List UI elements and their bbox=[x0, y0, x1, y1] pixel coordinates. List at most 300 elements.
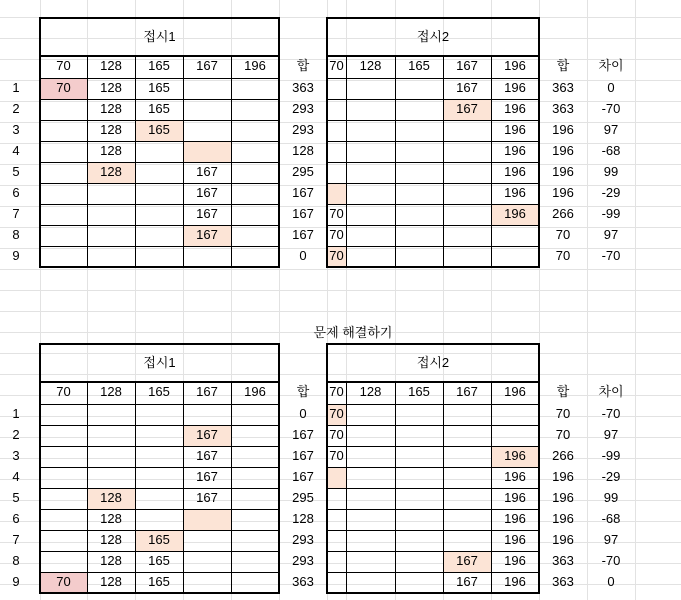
cell-border bbox=[327, 246, 539, 247]
plate-column-header: 165 bbox=[408, 384, 430, 399]
plate-cell[interactable] bbox=[40, 530, 87, 550]
plate-cell[interactable] bbox=[231, 404, 279, 424]
plate-cell[interactable] bbox=[346, 509, 395, 529]
diff-cell[interactable]: 0 bbox=[607, 80, 615, 95]
plate-cell[interactable] bbox=[183, 572, 231, 592]
plate-cell[interactable] bbox=[40, 183, 87, 203]
plate-cell[interactable]: 128 bbox=[100, 164, 122, 179]
plate-cell[interactable] bbox=[231, 120, 279, 140]
sum-cell[interactable]: 167 bbox=[292, 227, 314, 242]
plate-cell[interactable]: 70 bbox=[329, 227, 344, 242]
table-border bbox=[326, 343, 328, 594]
plate-cell[interactable] bbox=[135, 509, 183, 529]
plate-cell[interactable] bbox=[395, 467, 443, 487]
plate-column-header: 128 bbox=[100, 58, 122, 73]
plate-column-header: 196 bbox=[244, 58, 266, 73]
plate-cell[interactable] bbox=[40, 551, 87, 571]
plate-cell[interactable] bbox=[183, 551, 231, 571]
cell-border bbox=[40, 141, 279, 142]
plate-cell[interactable] bbox=[135, 225, 183, 245]
plate-cell[interactable]: 128 bbox=[100, 553, 122, 568]
plate-cell[interactable] bbox=[231, 530, 279, 550]
plate-cell[interactable] bbox=[40, 509, 87, 529]
plate-cell[interactable] bbox=[40, 99, 87, 119]
plate-cell[interactable]: 128 bbox=[100, 122, 122, 137]
plate-cell[interactable] bbox=[346, 204, 395, 224]
plate-cell[interactable]: 128 bbox=[100, 101, 122, 116]
diff-cell[interactable]: -68 bbox=[601, 143, 621, 158]
plate-cell[interactable] bbox=[346, 425, 395, 445]
cell-border bbox=[40, 572, 279, 573]
plate-cell[interactable]: 167 bbox=[196, 164, 218, 179]
plate-cell[interactable] bbox=[346, 246, 395, 266]
plate-cell[interactable] bbox=[231, 225, 279, 245]
plate-cell[interactable] bbox=[135, 141, 183, 161]
plate-cell[interactable]: 196 bbox=[504, 143, 526, 158]
plate-cell[interactable] bbox=[395, 488, 443, 508]
plate-cell[interactable] bbox=[346, 120, 395, 140]
plate-column-header: 165 bbox=[148, 58, 170, 73]
table-border bbox=[39, 17, 280, 19]
plate-cell[interactable] bbox=[231, 183, 279, 203]
plate-cell[interactable]: 167 bbox=[196, 469, 218, 484]
plate-cell[interactable]: 70 bbox=[329, 406, 344, 421]
sum-cell[interactable]: 363 bbox=[292, 574, 314, 589]
plate-cell[interactable]: 167 bbox=[196, 185, 218, 200]
plate-cell[interactable] bbox=[231, 572, 279, 592]
plate-cell[interactable]: 128 bbox=[100, 532, 122, 547]
sum-cell[interactable]: 196 bbox=[552, 511, 574, 526]
plate-cell[interactable]: 128 bbox=[100, 143, 122, 158]
diff-cell[interactable]: -29 bbox=[601, 185, 621, 200]
cell-border bbox=[40, 404, 279, 405]
plate-cell[interactable] bbox=[327, 551, 346, 571]
plate-cell[interactable] bbox=[327, 183, 346, 203]
plate-cell[interactable] bbox=[395, 425, 443, 445]
sum-header: 합 bbox=[556, 384, 570, 399]
plate-cell[interactable] bbox=[87, 183, 135, 203]
cell-border bbox=[327, 488, 539, 489]
plate-column-header: 167 bbox=[456, 384, 478, 399]
plate-cell[interactable] bbox=[135, 404, 183, 424]
plate-cell[interactable] bbox=[231, 551, 279, 571]
row-number: 8 bbox=[12, 227, 20, 242]
plate-cell[interactable] bbox=[443, 162, 491, 182]
plate-cell[interactable] bbox=[346, 78, 395, 98]
cell-border bbox=[40, 425, 279, 426]
row-number: 7 bbox=[12, 532, 20, 547]
plate-cell[interactable] bbox=[443, 530, 491, 550]
plate-cell[interactable] bbox=[87, 446, 135, 466]
diff-cell[interactable]: 0 bbox=[607, 574, 615, 589]
plate-cell[interactable] bbox=[231, 162, 279, 182]
sum-cell[interactable]: 196 bbox=[552, 532, 574, 547]
diff-cell[interactable]: 99 bbox=[603, 164, 619, 179]
sum-cell[interactable]: 295 bbox=[292, 490, 314, 505]
plate-cell[interactable] bbox=[40, 120, 87, 140]
table-border bbox=[39, 343, 280, 345]
plate-title: 접시2 bbox=[416, 29, 450, 44]
plate-cell[interactable] bbox=[183, 530, 231, 550]
plate-cell[interactable] bbox=[395, 162, 443, 182]
plate-cell[interactable]: 128 bbox=[100, 80, 122, 95]
plate-cell[interactable]: 165 bbox=[148, 532, 170, 547]
plate-cell[interactable] bbox=[346, 467, 395, 487]
sum-cell[interactable]: 70 bbox=[555, 406, 571, 421]
sum-cell[interactable]: 363 bbox=[552, 553, 574, 568]
plate-cell[interactable] bbox=[395, 572, 443, 592]
plate-cell[interactable] bbox=[183, 120, 231, 140]
diff-cell[interactable]: -70 bbox=[601, 101, 621, 116]
sum-cell[interactable]: 196 bbox=[552, 122, 574, 137]
sum-cell[interactable]: 266 bbox=[552, 448, 574, 463]
row-number: 2 bbox=[12, 101, 20, 116]
diff-cell[interactable]: -70 bbox=[601, 406, 621, 421]
cell-border bbox=[40, 509, 279, 510]
sum-cell[interactable]: 167 bbox=[292, 469, 314, 484]
plate-cell[interactable] bbox=[327, 488, 346, 508]
plate-cell[interactable]: 128 bbox=[100, 490, 122, 505]
plate-cell[interactable] bbox=[183, 78, 231, 98]
plate-cell[interactable] bbox=[231, 488, 279, 508]
cell-border bbox=[40, 246, 279, 247]
cell-border bbox=[327, 99, 539, 100]
plate-cell[interactable] bbox=[40, 467, 87, 487]
diff-header: 차이 bbox=[598, 58, 624, 73]
diff-cell[interactable]: -68 bbox=[601, 511, 621, 526]
cell-border bbox=[40, 120, 279, 121]
plate-cell[interactable] bbox=[40, 246, 87, 266]
cell-border bbox=[40, 99, 279, 100]
cell-border bbox=[327, 120, 539, 121]
plate-cell[interactable]: 196 bbox=[504, 574, 526, 589]
cell-border bbox=[40, 78, 279, 79]
table-border bbox=[39, 381, 280, 383]
plate-cell[interactable]: 167 bbox=[196, 427, 218, 442]
sum-cell[interactable]: 363 bbox=[552, 101, 574, 116]
plate-cell[interactable]: 70 bbox=[56, 80, 71, 95]
plate-cell[interactable]: 167 bbox=[196, 448, 218, 463]
row-number: 5 bbox=[12, 164, 20, 179]
sum-cell[interactable]: 128 bbox=[292, 143, 314, 158]
plate-cell[interactable] bbox=[183, 99, 231, 119]
sum-cell[interactable]: 293 bbox=[292, 532, 314, 547]
sum-cell[interactable]: 293 bbox=[292, 553, 314, 568]
plate-cell[interactable] bbox=[327, 78, 346, 98]
plate-cell[interactable] bbox=[327, 530, 346, 550]
table-border bbox=[39, 592, 280, 594]
plate-cell[interactable]: 70 bbox=[329, 448, 344, 463]
plate-cell[interactable]: 196 bbox=[504, 122, 526, 137]
row-number: 6 bbox=[12, 185, 20, 200]
plate-cell[interactable]: 70 bbox=[329, 427, 344, 442]
sum-cell[interactable]: 167 bbox=[292, 185, 314, 200]
plate-cell[interactable] bbox=[395, 446, 443, 466]
section-title: 문제 해결하기 bbox=[313, 325, 393, 340]
plate-cell[interactable]: 70 bbox=[329, 206, 344, 221]
plate-cell[interactable] bbox=[87, 204, 135, 224]
plate-cell[interactable]: 167 bbox=[196, 227, 218, 242]
plate-cell[interactable] bbox=[231, 446, 279, 466]
plate-cell[interactable] bbox=[135, 425, 183, 445]
plate-cell[interactable] bbox=[231, 99, 279, 119]
plate-cell[interactable] bbox=[491, 425, 539, 445]
row-number: 9 bbox=[12, 574, 20, 589]
plate-cell[interactable] bbox=[327, 141, 346, 161]
plate-cell[interactable] bbox=[135, 488, 183, 508]
sum-cell[interactable]: 167 bbox=[292, 448, 314, 463]
plate-cell[interactable] bbox=[327, 120, 346, 140]
plate-cell[interactable]: 165 bbox=[148, 80, 170, 95]
plate-cell[interactable]: 196 bbox=[504, 469, 526, 484]
plate-cell[interactable] bbox=[395, 78, 443, 98]
section-title bbox=[183, 0, 523, 11]
sum-cell[interactable]: 293 bbox=[292, 122, 314, 137]
plate-cell[interactable] bbox=[87, 467, 135, 487]
plate-cell[interactable] bbox=[327, 467, 346, 487]
plate-cell[interactable] bbox=[87, 425, 135, 445]
plate-cell[interactable] bbox=[87, 404, 135, 424]
table-border bbox=[326, 266, 540, 268]
plate-cell[interactable]: 196 bbox=[504, 101, 526, 116]
plate-cell[interactable] bbox=[135, 446, 183, 466]
cell-border bbox=[40, 225, 279, 226]
plate-cell[interactable] bbox=[395, 530, 443, 550]
plate-column-header: 70 bbox=[329, 384, 344, 399]
plate-column-header: 128 bbox=[359, 384, 382, 399]
plate-cell[interactable] bbox=[231, 204, 279, 224]
sum-cell[interactable]: 363 bbox=[292, 80, 314, 95]
sum-cell[interactable]: 295 bbox=[292, 164, 314, 179]
diff-cell[interactable]: 97 bbox=[603, 532, 619, 547]
sum-cell[interactable]: 0 bbox=[299, 406, 307, 421]
sum-cell[interactable]: 0 bbox=[299, 248, 307, 263]
plate-cell[interactable] bbox=[87, 246, 135, 266]
sum-cell[interactable]: 196 bbox=[552, 490, 574, 505]
plate-cell[interactable] bbox=[135, 183, 183, 203]
plate-cell[interactable] bbox=[346, 225, 395, 245]
plate-cell[interactable] bbox=[40, 204, 87, 224]
plate-cell[interactable]: 167 bbox=[456, 553, 478, 568]
plate-column-header: 196 bbox=[504, 58, 526, 73]
plate-cell[interactable] bbox=[231, 78, 279, 98]
table-border bbox=[326, 17, 328, 268]
plate-title: 접시2 bbox=[416, 355, 450, 370]
plate-cell[interactable] bbox=[231, 141, 279, 161]
plate-cell[interactable] bbox=[327, 99, 346, 119]
diff-cell[interactable]: -29 bbox=[601, 469, 621, 484]
plate-cell[interactable] bbox=[395, 183, 443, 203]
table-border bbox=[326, 381, 540, 383]
row-number: 3 bbox=[12, 448, 20, 463]
plate-cell[interactable]: 128 bbox=[100, 574, 122, 589]
diff-cell[interactable]: 97 bbox=[603, 227, 619, 242]
plate-cell[interactable] bbox=[40, 404, 87, 424]
plate-cell[interactable]: 196 bbox=[504, 511, 526, 526]
sum-cell[interactable]: 128 bbox=[292, 511, 314, 526]
plate-cell[interactable] bbox=[346, 530, 395, 550]
cell-border bbox=[327, 141, 539, 142]
row-number: 7 bbox=[12, 206, 20, 221]
plate-cell[interactable] bbox=[443, 425, 491, 445]
plate-cell[interactable]: 167 bbox=[456, 101, 478, 116]
cell-border bbox=[40, 467, 279, 468]
plate-cell[interactable] bbox=[231, 425, 279, 445]
plate-cell[interactable] bbox=[346, 99, 395, 119]
row-number: 4 bbox=[12, 143, 20, 158]
cell-border bbox=[327, 204, 539, 205]
plate-column-header: 165 bbox=[148, 384, 170, 399]
plate-cell[interactable]: 167 bbox=[196, 490, 218, 505]
cell-border bbox=[327, 572, 539, 573]
plate-cell[interactable] bbox=[327, 572, 346, 592]
plate-column-header: 196 bbox=[244, 384, 266, 399]
plate-column-header: 128 bbox=[100, 384, 122, 399]
diff-cell[interactable]: 97 bbox=[603, 427, 619, 442]
plate-cell[interactable] bbox=[183, 141, 231, 161]
plate-cell[interactable]: 70 bbox=[56, 574, 71, 589]
plate-cell[interactable]: 196 bbox=[504, 532, 526, 547]
row-number: 5 bbox=[12, 490, 20, 505]
plate-cell[interactable] bbox=[346, 183, 395, 203]
plate-cell[interactable]: 196 bbox=[504, 206, 526, 221]
sum-cell[interactable]: 167 bbox=[292, 427, 314, 442]
plate-cell[interactable] bbox=[346, 551, 395, 571]
plate-cell[interactable] bbox=[395, 120, 443, 140]
plate-cell[interactable]: 196 bbox=[504, 553, 526, 568]
cell-border bbox=[327, 425, 539, 426]
plate-cell[interactable] bbox=[40, 225, 87, 245]
plate-cell[interactable] bbox=[135, 204, 183, 224]
plate-cell[interactable] bbox=[395, 404, 443, 424]
plate-cell[interactable] bbox=[40, 162, 87, 182]
sum-cell[interactable]: 266 bbox=[552, 206, 574, 221]
plate-cell[interactable] bbox=[491, 404, 539, 424]
diff-cell[interactable]: 97 bbox=[603, 122, 619, 137]
plate-cell[interactable] bbox=[491, 225, 539, 245]
plate-column-header: 167 bbox=[196, 58, 218, 73]
plate-cell[interactable] bbox=[443, 141, 491, 161]
plate-cell[interactable]: 165 bbox=[148, 574, 170, 589]
sum-cell[interactable]: 196 bbox=[552, 185, 574, 200]
plate-cell[interactable] bbox=[443, 509, 491, 529]
plate-cell[interactable] bbox=[443, 204, 491, 224]
plate-cell[interactable] bbox=[443, 120, 491, 140]
plate-cell[interactable]: 196 bbox=[504, 80, 526, 95]
sum-cell[interactable]: 167 bbox=[292, 206, 314, 221]
plate-cell[interactable]: 128 bbox=[100, 511, 122, 526]
plate-cell[interactable] bbox=[443, 183, 491, 203]
plate-cell[interactable] bbox=[443, 225, 491, 245]
plate-cell[interactable]: 167 bbox=[456, 80, 478, 95]
plate-cell[interactable] bbox=[135, 467, 183, 487]
sum-cell[interactable]: 196 bbox=[552, 143, 574, 158]
plate-cell[interactable] bbox=[231, 467, 279, 487]
plate-cell[interactable] bbox=[491, 246, 539, 266]
sum-cell[interactable]: 196 bbox=[552, 164, 574, 179]
plate-cell[interactable]: 167 bbox=[456, 574, 478, 589]
plate-cell[interactable] bbox=[346, 446, 395, 466]
plate-cell[interactable] bbox=[327, 509, 346, 529]
plate-cell[interactable] bbox=[395, 551, 443, 571]
sum-cell[interactable]: 363 bbox=[552, 80, 574, 95]
diff-cell[interactable]: -99 bbox=[601, 206, 621, 221]
plate-cell[interactable] bbox=[135, 246, 183, 266]
plate-cell[interactable]: 70 bbox=[329, 248, 344, 263]
sum-cell[interactable]: 363 bbox=[552, 574, 574, 589]
plate-cell[interactable] bbox=[183, 509, 231, 529]
plate-cell[interactable]: 196 bbox=[504, 490, 526, 505]
plate-cell[interactable] bbox=[183, 246, 231, 266]
sum-cell[interactable]: 196 bbox=[552, 469, 574, 484]
plate-cell[interactable]: 196 bbox=[504, 185, 526, 200]
grid-row-line bbox=[0, 269, 681, 270]
plate-cell[interactable]: 165 bbox=[148, 122, 170, 137]
plate-cell[interactable] bbox=[395, 204, 443, 224]
plate-cell[interactable] bbox=[40, 141, 87, 161]
cell-border bbox=[327, 404, 539, 405]
plate-cell[interactable] bbox=[346, 404, 395, 424]
cell-border bbox=[327, 551, 539, 552]
plate-cell[interactable] bbox=[40, 488, 87, 508]
cell-border bbox=[40, 446, 279, 447]
sum-cell[interactable]: 293 bbox=[292, 101, 314, 116]
plate-cell[interactable] bbox=[87, 225, 135, 245]
plate-cell[interactable] bbox=[183, 404, 231, 424]
plate-cell[interactable] bbox=[395, 141, 443, 161]
plate-cell[interactable] bbox=[346, 162, 395, 182]
plate-cell[interactable] bbox=[40, 446, 87, 466]
plate-cell[interactable]: 196 bbox=[504, 448, 526, 463]
sum-cell[interactable]: 70 bbox=[555, 227, 571, 242]
plate-cell[interactable] bbox=[231, 246, 279, 266]
diff-cell[interactable]: -99 bbox=[601, 448, 621, 463]
plate-cell[interactable] bbox=[395, 509, 443, 529]
plate-cell[interactable] bbox=[395, 225, 443, 245]
diff-cell[interactable]: -70 bbox=[601, 248, 621, 263]
plate-column-header: 70 bbox=[329, 58, 344, 73]
plate-cell[interactable]: 196 bbox=[504, 164, 526, 179]
plate-cell[interactable] bbox=[327, 162, 346, 182]
plate-cell[interactable]: 167 bbox=[196, 206, 218, 221]
plate-cell[interactable]: 165 bbox=[148, 101, 170, 116]
grid-row-line bbox=[0, 311, 681, 312]
diff-cell[interactable]: -70 bbox=[601, 553, 621, 568]
plate-cell[interactable] bbox=[395, 246, 443, 266]
plate-cell[interactable] bbox=[231, 509, 279, 529]
plate-cell[interactable] bbox=[346, 572, 395, 592]
diff-header: 차이 bbox=[598, 384, 624, 399]
plate-cell[interactable] bbox=[346, 141, 395, 161]
cell-border bbox=[40, 183, 279, 184]
cell-border bbox=[327, 78, 539, 79]
diff-cell[interactable]: 99 bbox=[603, 490, 619, 505]
plate-cell[interactable] bbox=[443, 488, 491, 508]
plate-cell[interactable] bbox=[395, 99, 443, 119]
sum-cell[interactable]: 70 bbox=[555, 248, 571, 263]
sum-header: 합 bbox=[296, 384, 310, 399]
plate-cell[interactable]: 165 bbox=[148, 553, 170, 568]
plate-cell[interactable] bbox=[135, 162, 183, 182]
cell-border bbox=[327, 446, 539, 447]
plate-cell[interactable] bbox=[443, 246, 491, 266]
plate-cell[interactable] bbox=[443, 404, 491, 424]
plate-cell[interactable] bbox=[346, 488, 395, 508]
plate-cell[interactable] bbox=[443, 446, 491, 466]
sum-cell[interactable]: 70 bbox=[555, 427, 571, 442]
plate-cell[interactable] bbox=[40, 425, 87, 445]
plate-cell[interactable] bbox=[443, 467, 491, 487]
